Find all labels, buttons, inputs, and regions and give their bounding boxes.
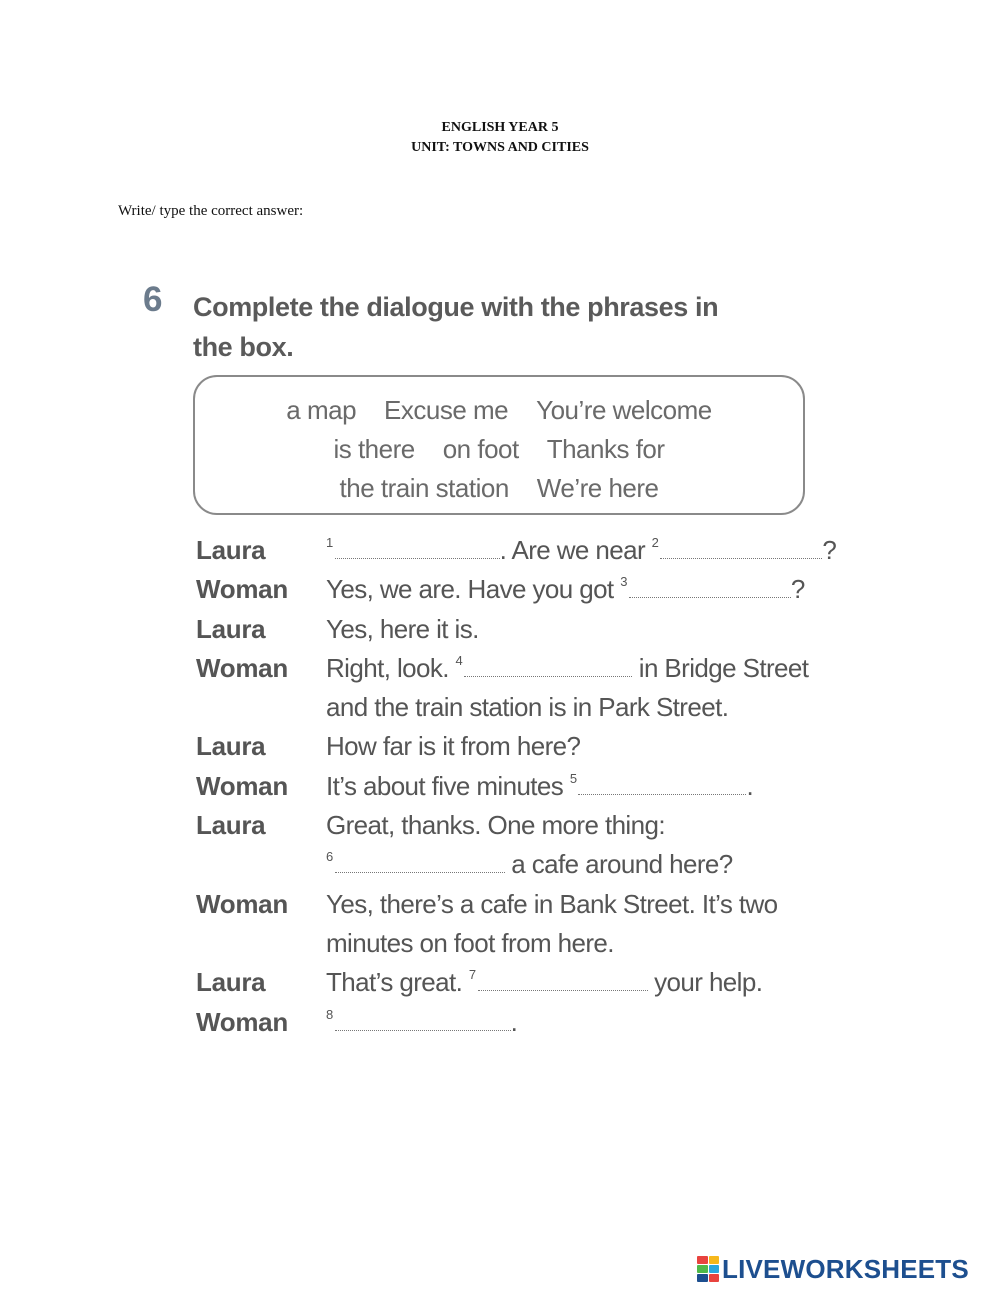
liveworksheets-logo (697, 1254, 969, 1284)
answer-blank-4[interactable] (464, 657, 632, 677)
speech-text (326, 771, 753, 802)
blank-number: 3 (620, 574, 627, 590)
phrase-row (195, 473, 803, 504)
phrase-item: Thanks for (546, 434, 665, 464)
speech-text (326, 1007, 517, 1038)
speaker-name: Woman (196, 1006, 288, 1037)
speech-fragment: ? (790, 574, 805, 605)
dialogue-line (196, 535, 886, 574)
answer-blank-1[interactable] (335, 539, 500, 559)
header-title: ENGLISH YEAR 5 (441, 120, 559, 135)
dialogue-line (196, 849, 886, 888)
speech-text (326, 849, 733, 880)
speech-text (326, 574, 805, 605)
dialogue-line (196, 889, 886, 928)
speaker-name: Laura (196, 967, 266, 998)
answer-blank-7[interactable] (478, 971, 648, 991)
speech-fragment: . (510, 1006, 518, 1037)
blank-number: 5 (569, 770, 577, 786)
phrase-item: is there (333, 434, 415, 464)
speech-text (326, 653, 808, 684)
dialogue-line (196, 731, 886, 770)
phrase-item: We’re here (536, 473, 659, 503)
phrase-item: on foot (442, 434, 519, 464)
speech-text (326, 535, 836, 566)
speech-fragment: It’s about five minutes (326, 770, 570, 801)
speaker-name: Woman (196, 652, 288, 683)
dialogue-line (196, 574, 886, 613)
dialogue-line (196, 1007, 886, 1046)
phrase-row (195, 395, 803, 426)
exercise-title (193, 287, 813, 367)
blank-number: 8 (326, 1006, 333, 1022)
speech-text: How far is it from here? (326, 731, 581, 762)
exercise-title-line1: Complete the dialogue with the phrases in (193, 292, 719, 322)
answer-blank-3[interactable] (629, 578, 791, 598)
worksheet-header (0, 118, 1000, 158)
dialogue-line (196, 928, 886, 967)
answer-blank-6[interactable] (335, 853, 505, 873)
phrase-row (195, 434, 803, 465)
phrase-item: the train station (339, 473, 509, 503)
logo-text: LIVEWORKSHEETS (722, 1253, 969, 1284)
speech-text: Yes, here it is. (326, 613, 479, 644)
answer-blank-2[interactable] (660, 539, 822, 559)
speaker-name: Woman (196, 574, 288, 605)
dialogue (196, 535, 886, 1046)
instruction-text: Write/ type the correct answer: (118, 203, 304, 219)
phrase-item: a map (286, 395, 357, 425)
phrase-box (193, 375, 805, 515)
exercise-number: 6 (143, 280, 163, 319)
header-unit: UNIT: TOWNS AND CITIES (411, 140, 589, 155)
speech-fragment: your help. (647, 967, 763, 998)
speaker-name: Laura (196, 535, 266, 565)
speech-text: and the train station is in Park Street. (326, 692, 729, 723)
phrase-item: Excuse me (384, 395, 509, 425)
speech-fragment: ? (822, 535, 837, 565)
speech-fragment: a cafe around here? (504, 849, 733, 880)
blank-number: 1 (326, 535, 333, 550)
speech-text: minutes on foot from here. (326, 927, 614, 958)
blank-number: 2 (651, 535, 659, 550)
blank-number: 4 (455, 652, 463, 668)
speech-fragment: Yes, we are. Have you got (326, 574, 621, 605)
speaker-name: Laura (196, 613, 266, 644)
dialogue-line (196, 653, 886, 692)
dialogue-line (196, 810, 886, 849)
dialogue-line (196, 771, 886, 810)
answer-blank-5[interactable] (578, 775, 746, 795)
speaker-name: Woman (196, 770, 288, 801)
blank-number: 7 (468, 967, 476, 983)
phrase-item: You’re welcome (536, 395, 712, 425)
speech-fragment: in Bridge Street (632, 652, 809, 683)
speaker-name: Laura (196, 731, 266, 762)
speaker-name: Woman (196, 888, 288, 919)
dialogue-line (196, 967, 886, 1006)
blank-number: 6 (326, 849, 333, 865)
speech-fragment: . (746, 770, 754, 801)
speech-fragment: Right, look. (326, 652, 456, 683)
exercise-title-line2: the box. (193, 332, 294, 362)
speech-text (326, 967, 762, 998)
liveworksheets-logo-icon (697, 1256, 719, 1282)
speech-fragment: That’s great. (326, 967, 469, 998)
speech-text: Great, thanks. One more thing: (326, 810, 665, 841)
dialogue-line (196, 692, 886, 731)
answer-blank-8[interactable] (335, 1011, 511, 1031)
speech-text: Yes, there’s a cafe in Bank Street. It’s two (326, 888, 778, 919)
speech-fragment: . Are we near (499, 535, 652, 565)
speaker-name: Laura (196, 810, 266, 841)
dialogue-line (196, 614, 886, 653)
